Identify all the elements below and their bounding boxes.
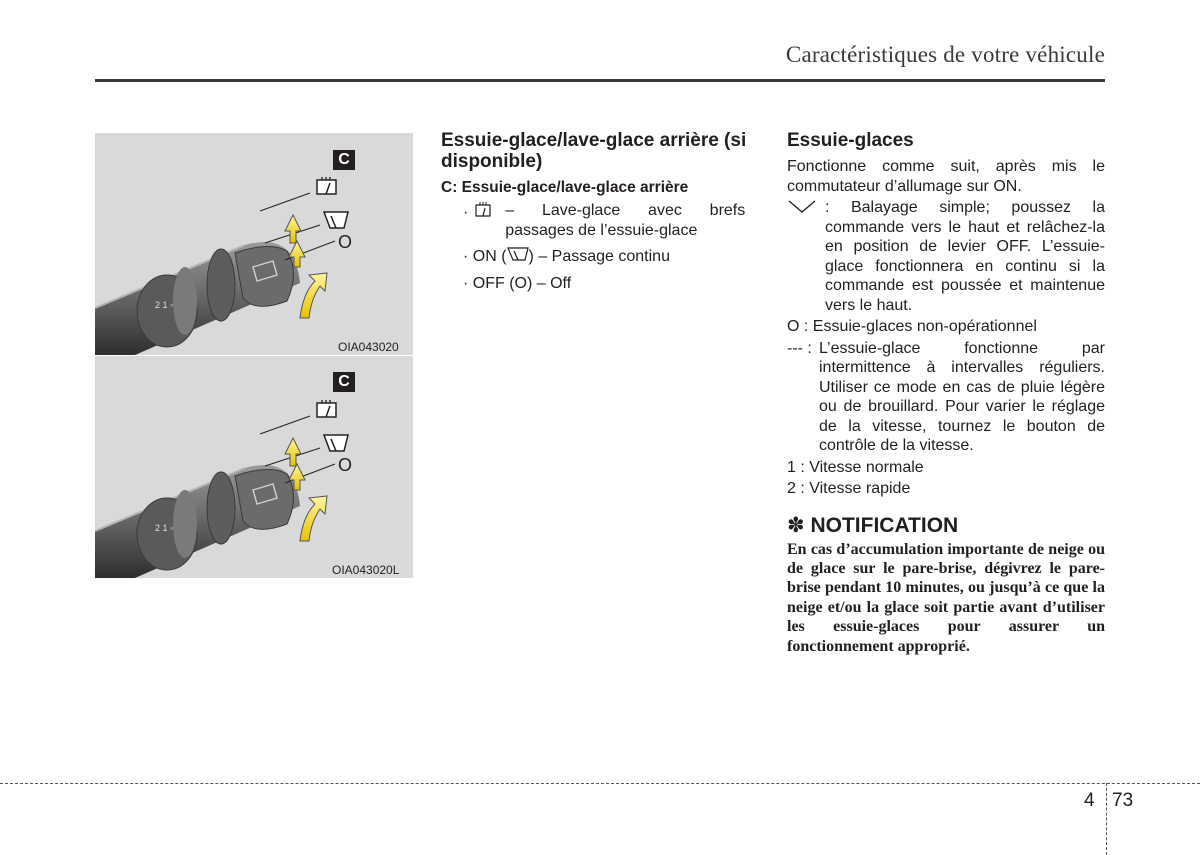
figure-a-code: OIA043020 xyxy=(338,340,399,354)
rear-washer-icon xyxy=(314,399,340,426)
list-item: · OFF (O) – Off xyxy=(463,274,572,292)
page-header-title: Caractéristiques de votre véhicule xyxy=(785,42,1105,67)
list-item: · ON ( ) – Passage continu xyxy=(441,246,761,268)
header-rule xyxy=(95,79,1105,82)
mist-chevron-icon xyxy=(787,198,825,315)
figure-b-wiper-stalk xyxy=(95,356,413,578)
figure-b-off-label: O xyxy=(338,455,353,475)
rear-wiper-section xyxy=(441,130,761,293)
notification-body: En cas d’accumulation importante de neige ou de glace sur le pare-brise, dégivrez le pare-brise pendant 10 minutes, ou jusqu’à ce que la neige et/ou la glace soit partie avant d’utiliser les essuie-glaces pour assurer un fonctionnement approprié. xyxy=(787,540,1105,655)
footer-dashed-rule xyxy=(0,783,1200,784)
notification-title: ✽ NOTIFICATION xyxy=(787,513,959,537)
figure-a-badge-c: C xyxy=(333,150,355,170)
footer-dashed-divider xyxy=(1106,783,1107,855)
svg-text:2 1 ◦: 2 1 ◦ xyxy=(155,523,174,533)
asterisk-icon: ✽ xyxy=(787,513,805,537)
wipers-mist-item: : Balayage simple; poussez la commande vers le haut et relâchez-la en position de levier OFF. L’essuie-glace fonctionnera en continu si la commande est poussée et maintenue vers le haut. xyxy=(787,198,1105,315)
wipers-speed-2: 2 : Vitesse rapide xyxy=(787,480,911,497)
rear-wiper-icon xyxy=(507,246,529,268)
wipers-speed-1: 1 : Vitesse normale xyxy=(787,458,924,476)
rear-wiper-title: Essuie-glace/lave-glace arrière (si disponible) xyxy=(441,130,747,172)
wipers-section xyxy=(787,130,1105,656)
rear-washer-icon xyxy=(473,201,493,225)
chapter-number: 4 xyxy=(1084,790,1095,811)
svg-text:2 1 ◦: 2 1 ◦ xyxy=(155,300,174,310)
rear-wiper-subtitle: C: Essuie-glace/lave-glace arrière xyxy=(441,179,689,196)
page-number: 73 xyxy=(1112,790,1134,811)
wipers-off-item: O : Essuie-glaces non-opérationnel xyxy=(787,318,1037,335)
rear-washer-icon xyxy=(314,176,340,203)
list-item: · – Lave-glace avec brefs passages de l’essuie-glace xyxy=(463,202,746,239)
figure-a-wiper-stalk xyxy=(95,133,413,355)
figure-b-code: OIA043020L xyxy=(332,563,400,577)
wipers-title: Essuie-glaces xyxy=(787,130,914,151)
figure-a-off-label: O xyxy=(338,232,353,252)
wipers-intro: Fonctionne comme suit, après mis le commutateur d’allumage sur ON. xyxy=(787,158,1105,195)
wipers-intermittent-item: --- : L’essuie-glace fonctionne par intermittence à intervalles réguliers. Utiliser ce mode en cas de pluie légère ou de brouillard. Pour varier le réglage de la vitesse, tournez le bouton de contrôle de la vitesse. xyxy=(787,339,1105,454)
figure-b-badge-c: C xyxy=(333,372,355,392)
